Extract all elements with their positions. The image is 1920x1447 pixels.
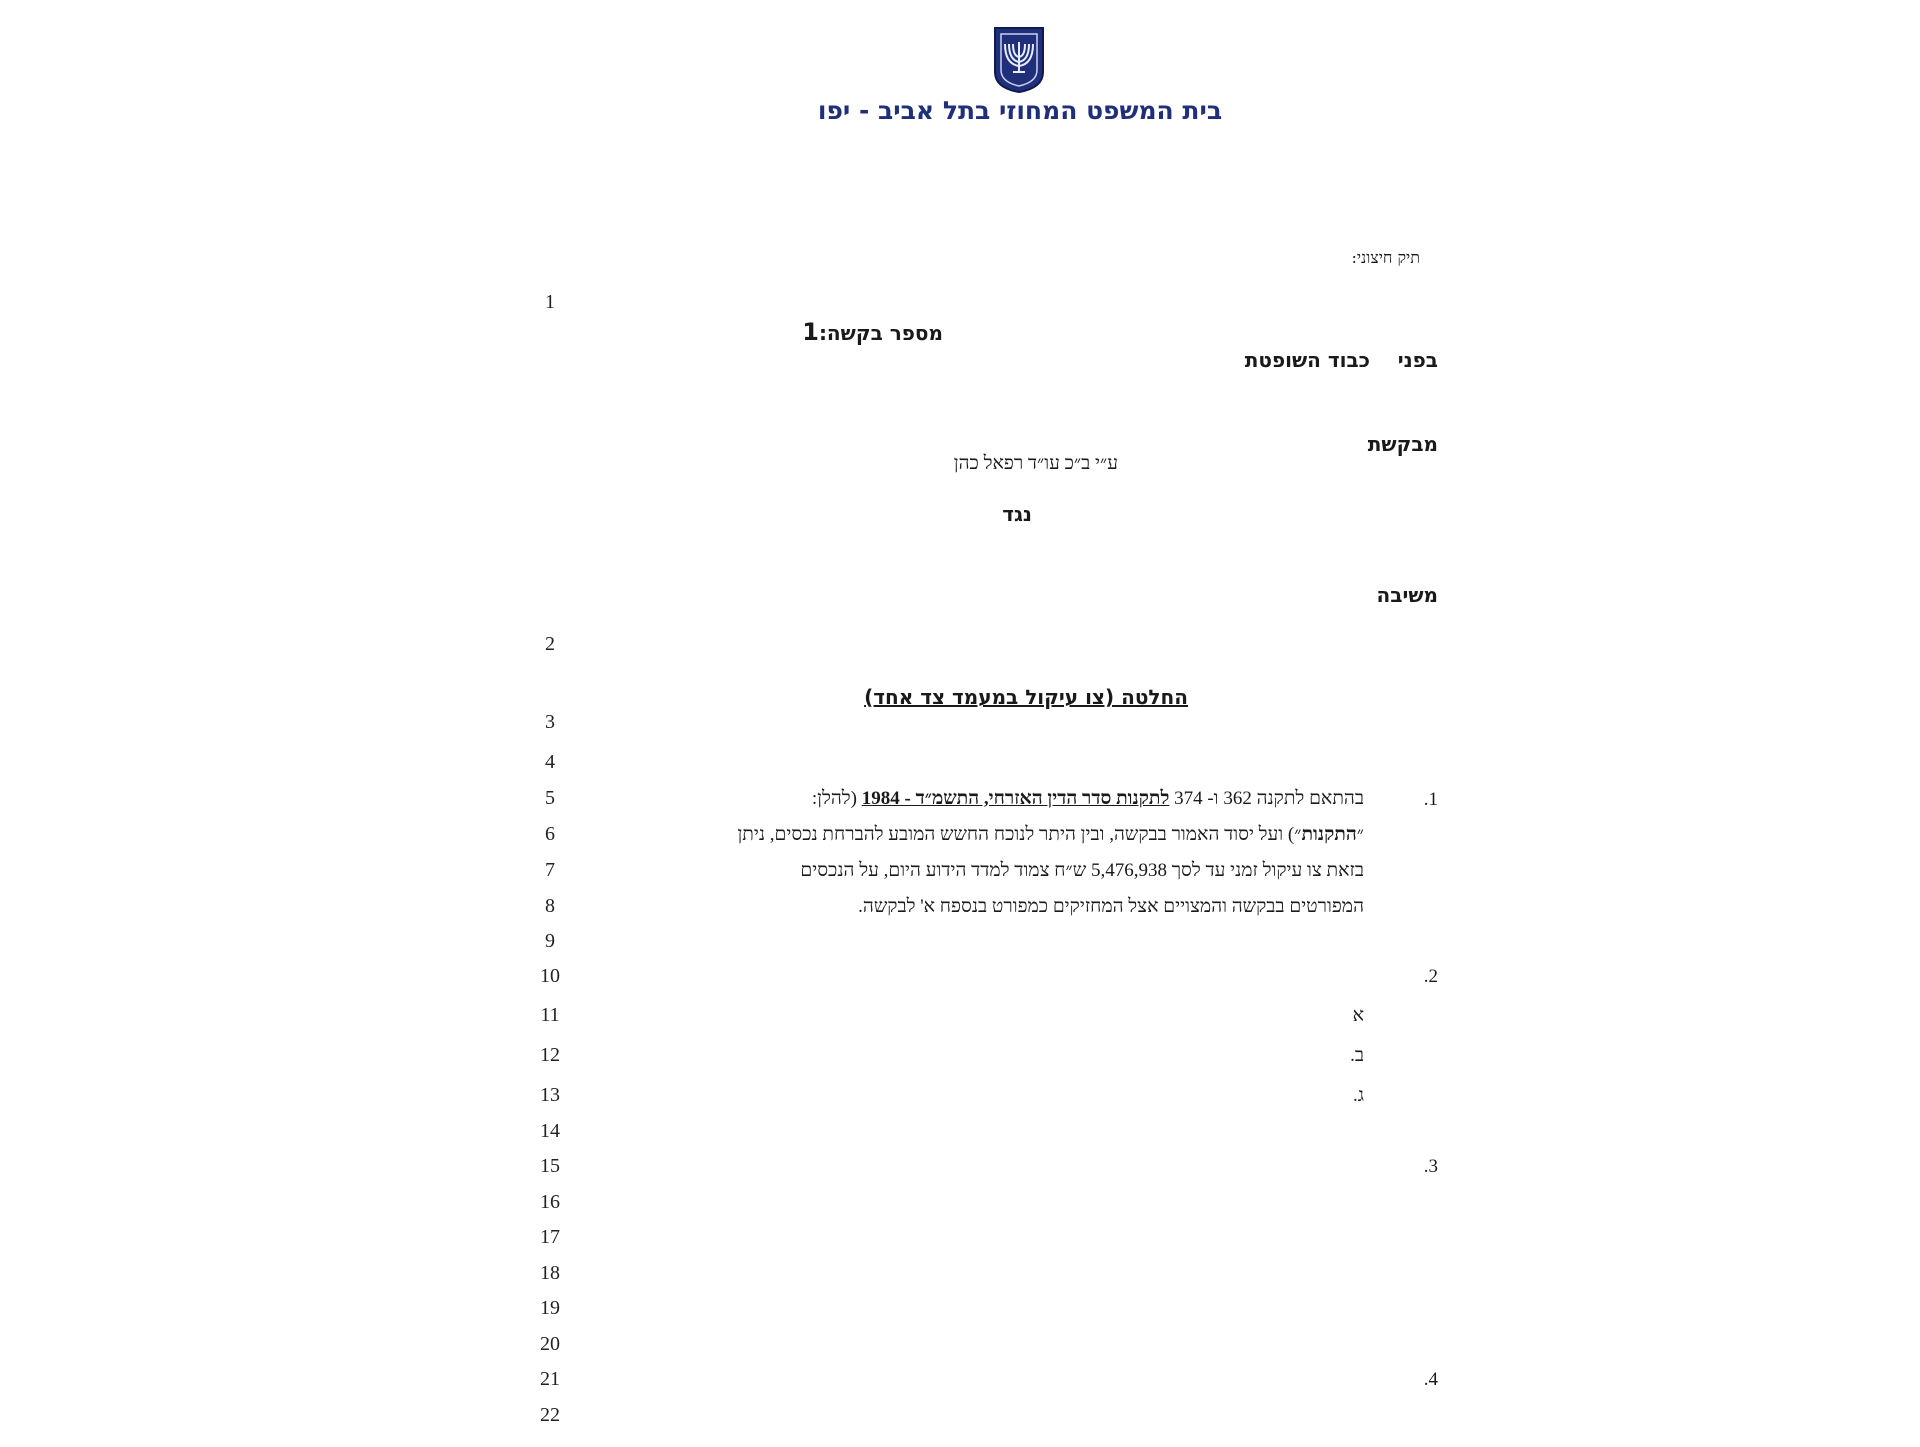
line-number: 22 — [540, 1404, 560, 1426]
sub-item: ב. — [1350, 1045, 1364, 1066]
text-segment: (להלן: — [811, 788, 862, 809]
line-number: 5 — [545, 787, 555, 809]
regulation-reference: לתקנות סדר הדין האזרחי, התשמ״ד - 1984 — [861, 788, 1170, 809]
versus-label: נגד — [1002, 502, 1032, 526]
line-number: 8 — [545, 895, 555, 917]
applicant-counsel: ע״י ב״כ עו״ד רפאל כהן — [953, 453, 1118, 474]
line-number: 9 — [545, 930, 555, 952]
court-name: בית המשפט המחוזי בתל אביב - יפו — [817, 96, 1223, 125]
line-number: 2 — [545, 633, 555, 655]
judge-title: כבוד השופטת — [1244, 348, 1370, 372]
item-1-line-3: בזאת צו עיקול זמני עד לסך 5,476,938 ש״ח צמוד למדד הידוע היום, על הנכסים — [800, 860, 1364, 881]
request-number-label: מספר בקשה: — [818, 321, 943, 345]
line-number: 12 — [540, 1044, 560, 1066]
request-number — [802, 318, 943, 346]
line-number: 14 — [540, 1120, 560, 1142]
applicant-label: מבקשת — [1367, 432, 1438, 456]
item-number: 4. — [1423, 1369, 1438, 1390]
line-number: 4 — [545, 751, 555, 773]
text-segment: בהתאם לתקנה 362 ו- 374 — [1169, 788, 1364, 809]
before-label: בפני — [1397, 348, 1438, 372]
text-segment: ״) ועל יסוד האמור בבקשה, ובין היתר לנוכח החשש המובע להברחת נכסים, ניתן — [737, 824, 1302, 845]
text-segment: ״ — [1356, 824, 1364, 845]
item-number: 2. — [1423, 966, 1438, 987]
line-number: 19 — [540, 1297, 560, 1319]
line-number: 7 — [545, 859, 555, 881]
item-1-line-4: המפורטים בבקשה והמצויים אצל המחזיקים כמפורט בנספח א' לבקשה. — [858, 896, 1364, 917]
external-file-label: תיק חיצוני: — [1351, 248, 1420, 267]
line-number: 15 — [540, 1155, 560, 1177]
item-1-line-2 — [564, 824, 1364, 846]
sub-item: ג. — [1352, 1085, 1364, 1106]
line-number: 11 — [540, 1004, 560, 1026]
sub-item: א — [1352, 1005, 1364, 1026]
respondent-label: משיבה — [1376, 583, 1438, 607]
line-number: 20 — [540, 1333, 560, 1355]
item-1-line-1 — [604, 788, 1364, 810]
line-number: 17 — [540, 1226, 560, 1248]
line-number: 21 — [540, 1368, 560, 1390]
line-number: 16 — [540, 1191, 560, 1213]
line-number: 18 — [540, 1262, 560, 1284]
line-number: 1 — [545, 291, 555, 313]
item-number: 1. — [1423, 789, 1438, 810]
defined-term: התקנות — [1301, 824, 1357, 845]
item-number: 3. — [1423, 1156, 1438, 1177]
decision-title: החלטה (צו עיקול במעמד צד אחד) — [864, 685, 1188, 709]
line-number: 10 — [540, 965, 560, 987]
line-number: 6 — [545, 823, 555, 845]
line-number: 3 — [545, 711, 555, 733]
state-emblem-icon — [993, 26, 1045, 94]
line-number: 13 — [540, 1084, 560, 1106]
request-number-value: 1 — [802, 318, 819, 346]
